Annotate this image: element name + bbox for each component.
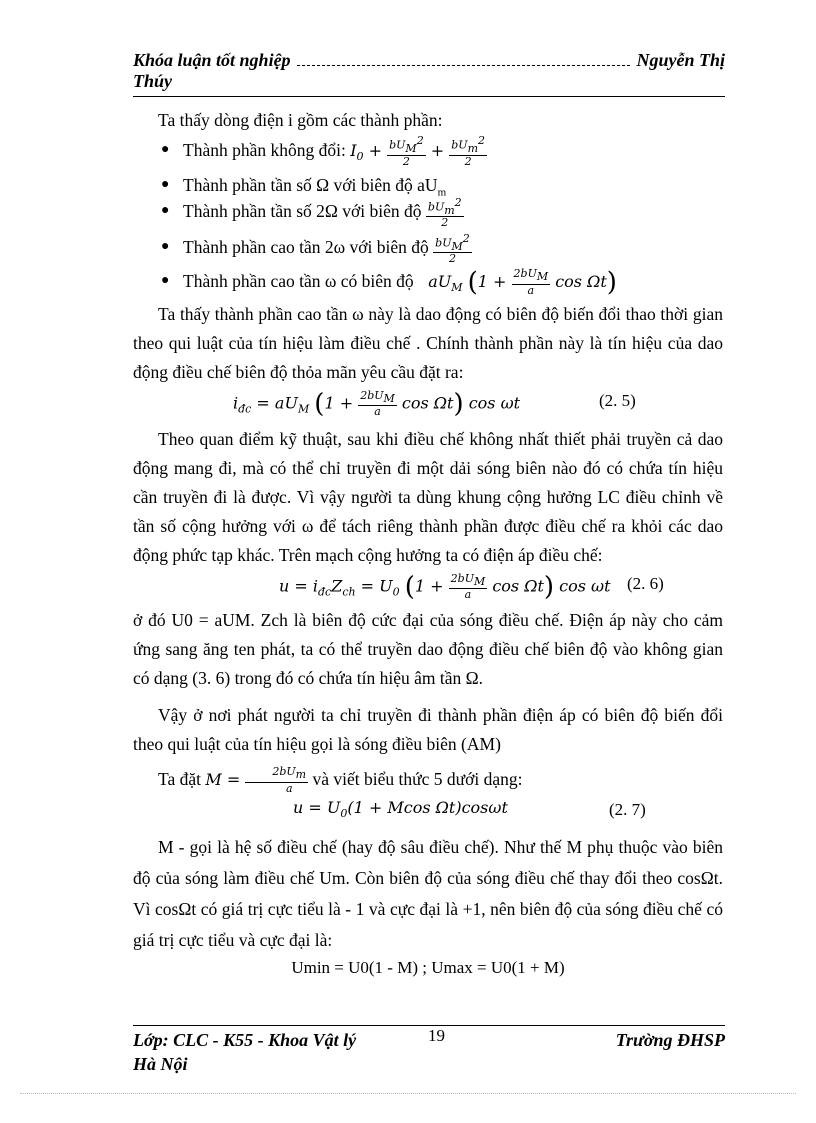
page-body: [133, 102, 723, 978]
formula: $I_0$ + $\frac{bU_M^2}{2}$ + $\frac{bU_m^2}{2}$: [350, 134, 486, 168]
paragraph: Ta đặt M = $\frac{2bU_m}{a}$ và viết biểu thức 5 dưới dạng:: [158, 765, 523, 795]
list-item: ● Thành phần cao tần ω có biên độ $aU_M$ (1 + $\frac{2bU_M}{a}$ cos Ωt): [133, 264, 723, 298]
min-max-equation: Umin = U0(1 - M) ; Umax = U0(1 + M): [291, 958, 565, 977]
page-number: 19: [428, 1026, 445, 1045]
paragraph: ở đó U0 = aUM. Zch là biên độ cức đại của sóng điều chế. Điện áp này cho cảm ứng sang ăng ten phát, ta có thể truyền dao động điều chế biên độ vào không gian có dạng (3. 6) trong đó có chứa tín hiệu âm tần Ω.: [133, 610, 723, 688]
header-rule: [133, 96, 725, 97]
footer-class: Lớp: CLC - K55 - Khoa Vật lý: [133, 1030, 357, 1050]
equation-2-7: $u = U_0(1 + Mcos$ Ωt)cosωt (2. 7): [293, 798, 646, 821]
component-list: [133, 134, 723, 298]
list-item: ● Thành phần không đổi: $I_0$ + $\frac{bU_M^2}{2}$ + $\frac{bU_m^2}{2}$: [161, 134, 486, 168]
page-bottom-border: [20, 1093, 796, 1094]
paragraph: M - gọi là hệ số điều chế (hay độ sâu điều chế). Như thế M phụ thuộc vào biên độ của sóng làm điều chế Um. Còn biên độ của sóng điều chế thay đổi theo cosΩt. Vì cosΩt có giá trị cực tiểu là - 1 và cực đại là +1, nên biên độ của sóng điều chế có giá trị cực tiểu và cực đại là:: [133, 837, 723, 950]
list-item: ● Thành phần cao tần 2ω với biên độ $\frac{bU_M^2}{2}$: [161, 231, 470, 266]
list-item: ● Thành phần tần số 2Ω với biên độ $\frac{bU_m^2}{2}$: [161, 195, 462, 230]
intro-line: Ta thấy dòng điện i gồm các thành phần:: [158, 110, 443, 130]
header-title: Khóa luận tốt nghiệp: [133, 50, 291, 70]
header-author: Nguyễn Thị: [636, 50, 725, 70]
bullet-icon: ●: [161, 177, 170, 192]
bullet-icon: ●: [161, 142, 170, 157]
paragraph: Vậy ở nơi phát người ta chỉ truyền đi thành phần điện áp có biên độ biến đổi theo qui luật của tín hiệu gọi là sóng điều biên (AM): [133, 705, 723, 754]
header-dash-leader: [297, 65, 631, 66]
paragraph: Ta thấy thành phần cao tần ω này là dao động có biên độ biến đổi thao thời gian theo qui luật của tín hiệu làm điều chế . Chính thành phần này là tín hiệu của dao động điều chế biên độ thỏa mãn yêu cầu đặt ra:: [133, 304, 723, 382]
equation-number: (2. 6): [627, 574, 664, 593]
footer-class-cont: Hà Nội: [133, 1054, 188, 1074]
bullet-icon: ●: [161, 203, 170, 218]
paragraph: Theo quan điểm kỹ thuật, sau khi điều chế không nhất thiết phải truyền cả dao động mang đi, mà có thể chỉ truyền đi một dải sóng biên nào đó có chứa tín hiệu cần truyền đi là được. Vì vậy người ta dùng khung cộng hưởng LC điều chỉnh về tần số cộng hưởng với ω để tách riêng thành phần được điều chế ra khỏi các dao động phức tạp khác. Trên mạch cộng hưởng ta có điện áp điều chế:: [133, 429, 723, 565]
list-item: ● Thành phần tần số Ω với biên độ $aU_m$: [133, 170, 723, 196]
formula: $\frac{bU_m^2}{2}$: [427, 195, 462, 230]
formula: $aU_M$ (1 + $\frac{2bU_M}{a}$ cos Ωt): [418, 267, 617, 298]
bullet-icon: ●: [161, 273, 170, 288]
equation-number: (2. 7): [609, 800, 646, 819]
page-header: [133, 50, 725, 92]
formula: M = $\frac{2bU_m}{a}$: [205, 765, 307, 795]
bullet-icon: ●: [161, 239, 170, 254]
footer-school: Trường ĐHSP: [615, 1030, 725, 1050]
equation-number: (2. 5): [599, 391, 636, 410]
header-author-cont: Thúy: [133, 71, 173, 91]
equation-2-5: $i_{đc} = aU_M$ (1 + $\frac{2bU_M}{a}$ cos Ωt) cos ωt (2. 5): [233, 388, 636, 419]
formula: $\frac{bU_M^2}{2}$: [435, 231, 470, 266]
equation-2-6: $u = i_{đc}Z_{ch} = U_0$ (1 + $\frac{2bU_M}{a}$ cos Ωt) cos ωt (2. 6): [279, 571, 664, 602]
